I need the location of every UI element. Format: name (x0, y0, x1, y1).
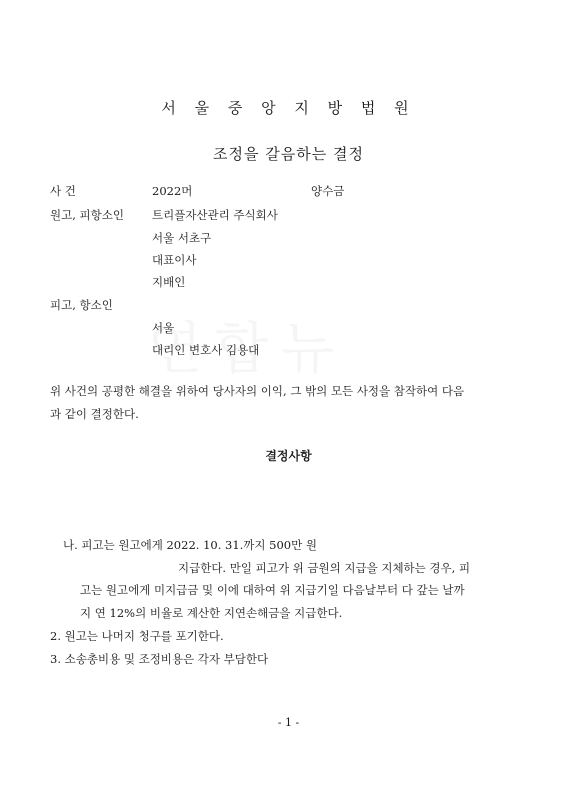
decision-heading: 결정사항 (265, 449, 312, 463)
defendant-label: 피고, 항소인 (50, 298, 113, 312)
item-na-line-4: 지 연 12%의 비율로 계산한 지연손해금을 지급한다. (80, 606, 343, 620)
item-na-line-2: 지급한다. 만일 피고가 위 금원의 지급을 지체하는 경우, 피 (178, 561, 471, 575)
plaintiff-name: 트리플자산관리 주식회사 (152, 208, 278, 222)
case-label: 사 건 (50, 184, 76, 198)
plaintiff-label: 원고, 피항소인 (50, 208, 124, 222)
item-na-line-3: 고는 원고에게 미지급금 및 이에 대하여 위 지급기일 다음날부터 다 갚는 날까 (80, 583, 465, 597)
intro-line-1: 위 사건의 공평한 해결을 위하여 당사자의 이익, 그 밖의 모든 사정을 참작하여 다음 (50, 384, 465, 398)
plaintiff-rep-name: 지배인 (152, 275, 186, 289)
defendant-attorney: 대리인 변호사 김용대 (152, 343, 260, 357)
item-3: 3. 소송총비용 및 조정비용은 각자 부담한다 (50, 652, 269, 666)
item-na-line-1: 나. 피고는 원고에게 2022. 10. 31.까지 500만 원 (63, 538, 318, 552)
court-name: 서 울 중 앙 지 방 법 원 (161, 99, 416, 117)
document-title: 조정을 갈음하는 결정 (213, 145, 364, 163)
defendant-address: 서울 (152, 321, 175, 335)
case-number: 2022머 (152, 184, 193, 198)
item-2: 2. 원고는 나머지 청구를 포기한다. (50, 629, 224, 643)
page-number: - 1 - (277, 716, 300, 729)
plaintiff-address: 서울 서초구 (152, 231, 212, 245)
plaintiff-rep-title: 대표이사 (152, 253, 197, 267)
intro-line-2: 과 같이 결정한다. (50, 407, 139, 421)
case-name: 양수금 (311, 184, 345, 198)
